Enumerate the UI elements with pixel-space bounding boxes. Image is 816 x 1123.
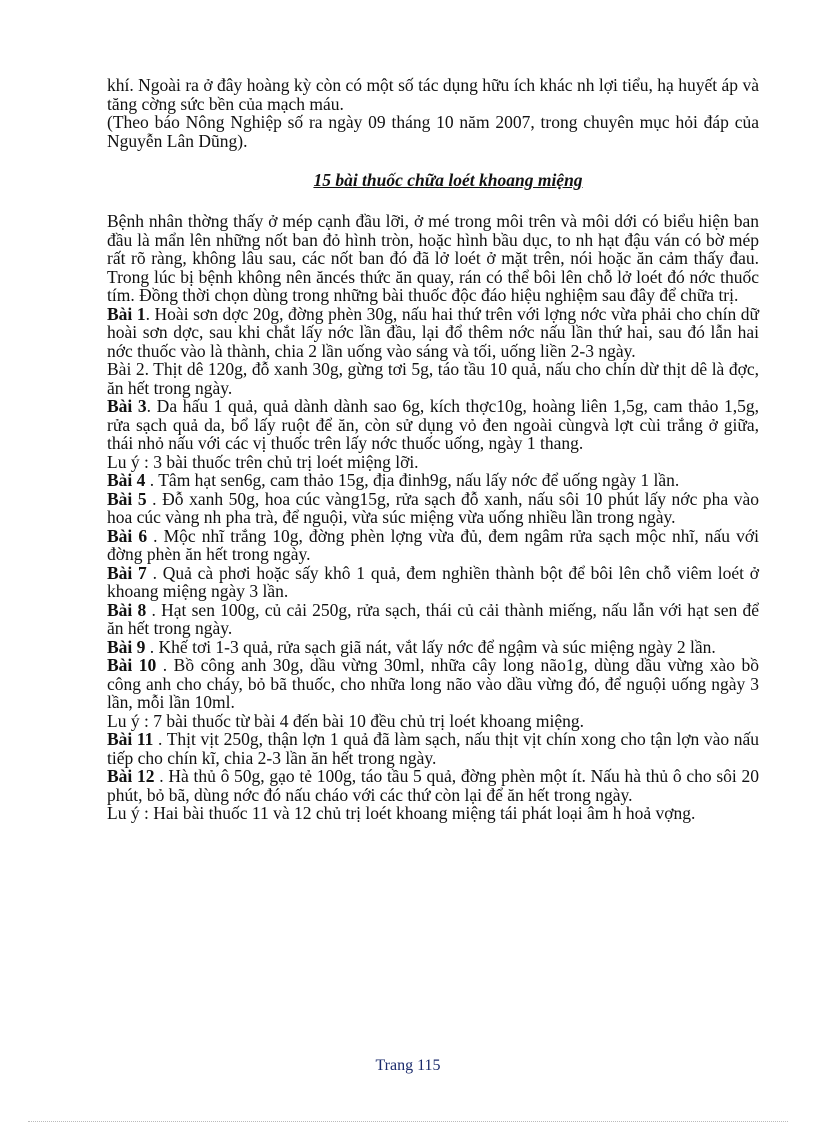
remedy-1 bbox=[107, 305, 759, 361]
remedy-9 bbox=[107, 638, 759, 657]
remedy-label: Bài 9 bbox=[107, 636, 146, 657]
remedy-text: . Hoài sơn dợc 20g, đờng phèn 30g, nấu hai thứ trên với lợng nớc vừa phải cho chín dữ hoài sơn dợc, sau khi chắt lấy nớc lần đầu, lại đổ thêm nớc nấu lần thứ hai, sau đó lẫn hai nớc thuốc vào là thành, chia 2 lần uống vào sáng và tối, uống liền 2-3 ngày. bbox=[107, 303, 759, 361]
remedy-10 bbox=[107, 656, 759, 712]
remedy-label: Bài 7 bbox=[107, 562, 147, 583]
remedy-text: . Hà thủ ô 50g, gạo tẻ 100g, táo tầu 5 quả, đờng phèn một ít. Nấu hà thủ ô cho sôi 20 phút, bỏ bã, dùng nớc đó nấu cháo với các thứ còn lại để ăn hết trong ngày. bbox=[107, 766, 759, 805]
remedy-label: Bài 8 bbox=[107, 599, 147, 620]
remedy-text: . Mộc nhĩ trắng 10g, đờng phèn lợng vừa đủ, đem ngâm rửa sạch mộc nhĩ, nấu với đờng phèn ăn hết trong ngày. bbox=[107, 525, 759, 564]
remedy-label: Bài 4 bbox=[107, 470, 146, 490]
remedy-label: Bài 10 bbox=[107, 655, 157, 675]
remedy-text: . Thịt dê 120g, đỗ xanh 30g, gừng tơi 5g, táo tầu 10 quả, nấu cho chín dừ thịt dê là đợc, ăn hết trong ngày. bbox=[107, 359, 759, 398]
note-label: Lu ý bbox=[107, 803, 140, 823]
remedy-text: . Quả cà phơi hoặc sấy khô 1 quả, đem nghiền thành bột để bôi lên chỗ viêm loét ở khoang miệng ngày 3 lần. bbox=[107, 562, 759, 601]
remedy-text: . Bồ công anh 30g, dầu vừng 30ml, nhữa cây long não1g, dùng dầu vừng xào bồ công anh cho cháy, bỏ bã thuốc, cho nhữa long não vào dầu vừng đó, để nguội uống ngày 3 lần, mỗi lần 10ml. bbox=[107, 655, 759, 712]
remedy-6 bbox=[107, 527, 759, 564]
remedy-text: . Thịt vịt 250g, thận lợn 1 quả đã làm sạch, nấu thịt vịt chín xong cho tận lợn vào nấu tiếp cho chín kĩ, chia 2-3 lần ăn hết trong ngày. bbox=[107, 729, 759, 768]
remedy-text: . Tâm hạt sen6g, cam thảo 15g, địa đinh9g, nấu lấy nớc để uống ngày 1 lần. bbox=[145, 470, 680, 490]
section-title: 15 bài thuốc chữa loét khoang miệng bbox=[313, 170, 583, 190]
note-label: Lu ý bbox=[107, 451, 140, 472]
opening-paragraph: Bệnh nhân thờng thấy ở mép cạnh đầu lỡi, ở mé trong môi trên và môi dới có biểu hiện ban đầu là mẩn lên những nốt ban đỏ hình tròn, hoặc hình bầu dục, to nh hạt đậu ván có bờ mép rất rõ ràng, không lâu sau, các nốt ban đó đã lở loét ở mặt trên, nói hoặc ăn cảm thấy đau. Trong lúc bị bệnh không nên ăncés thức ăn quay, rán có thể bôi lên chỗ lở loét đó nớc thuốc tím. Đồng thời chọn dùng trong những bài thuốc độc đáo hiệu nghiệm sau đây để chữa trị. bbox=[107, 211, 759, 305]
page-bottom-divider bbox=[28, 1121, 788, 1122]
page-number: Trang 115 bbox=[375, 1057, 441, 1074]
remedy-label: Bài 12 bbox=[107, 766, 155, 786]
remedy-label: Bài 5 bbox=[107, 488, 147, 509]
remedy-label: Bài 6 bbox=[107, 525, 148, 546]
source-note: (Theo báo Nông Nghiệp số ra ngày 09 tháng 10 năm 2007, trong chuyên mục hỏi đáp của Nguyễn Lân Dũng). bbox=[107, 112, 759, 151]
remedy-text: . Khế tơi 1-3 quả, rửa sạch giã nát, vắt lấy nớc để ngậm và súc miệng ngày 2 lần. bbox=[145, 636, 716, 657]
remedy-text: . Đỗ xanh 50g, hoa cúc vàng15g, rửa sạch đỗ xanh, nấu sôi 10 phút lấy nớc pha vào hoa cúc vàng nh pha trà, để nguội, vừa súc miệng vừa uống nhiều lần trong ngày. bbox=[107, 488, 759, 527]
note-label: Lu ý bbox=[107, 710, 140, 731]
note-1 bbox=[107, 453, 759, 472]
remedy-text: . Hạt sen 100g, củ cải 250g, rửa sạch, thái củ cải thành miếng, nấu lẫn với hạt sen để ăn hết trong ngày. bbox=[107, 599, 759, 638]
remedy-2 bbox=[107, 360, 759, 397]
note-3 bbox=[107, 804, 759, 823]
page-content bbox=[107, 76, 759, 823]
remedy-11 bbox=[107, 730, 759, 767]
remedy-text: . Da hấu 1 quả, quả dành dành sao 6g, kích thợc10g, hoàng liên 1,5g, cam thảo 1,5g, rửa sạch quả da, bổ lấy ruột để ăn, còn sử dụng vỏ đen ngoài cùngvà lợt cùi trắng ở giữa, thái nhỏ nấu với các vị thuốc trên lấy nớc thuốc uống, ngày 1 thang. bbox=[107, 396, 759, 453]
note-2 bbox=[107, 712, 759, 731]
remedy-label: Bài 1 bbox=[107, 303, 146, 324]
note-text: : 7 bài thuốc từ bài 4 đến bài 10 đều chủ trị loét khoang miệng. bbox=[139, 710, 585, 731]
note-text: : 3 bài thuốc trên chủ trị loét miệng lỡi. bbox=[139, 451, 419, 472]
remedy-4 bbox=[107, 471, 759, 490]
remedy-label: Bài 11 bbox=[107, 729, 154, 749]
note-text: : Hai bài thuốc 11 và 12 chủ trị loét khoang miệng tái phát loại âm h hoả vợng. bbox=[139, 803, 696, 823]
remedy-label: Bài 3 bbox=[107, 396, 147, 416]
remedy-12 bbox=[107, 767, 759, 804]
remedy-5 bbox=[107, 490, 759, 527]
remedy-7 bbox=[107, 564, 759, 601]
remedy-3 bbox=[107, 397, 759, 453]
remedy-label: Bài 2 bbox=[107, 359, 145, 379]
remedy-8 bbox=[107, 601, 759, 638]
intro-paragraph: khí. Ngoài ra ở đây hoàng kỳ còn có một số tác dụng hữu ích khác nh lợi tiểu, hạ huyết áp và tăng cờng sức bền của mạch máu. bbox=[107, 75, 759, 114]
